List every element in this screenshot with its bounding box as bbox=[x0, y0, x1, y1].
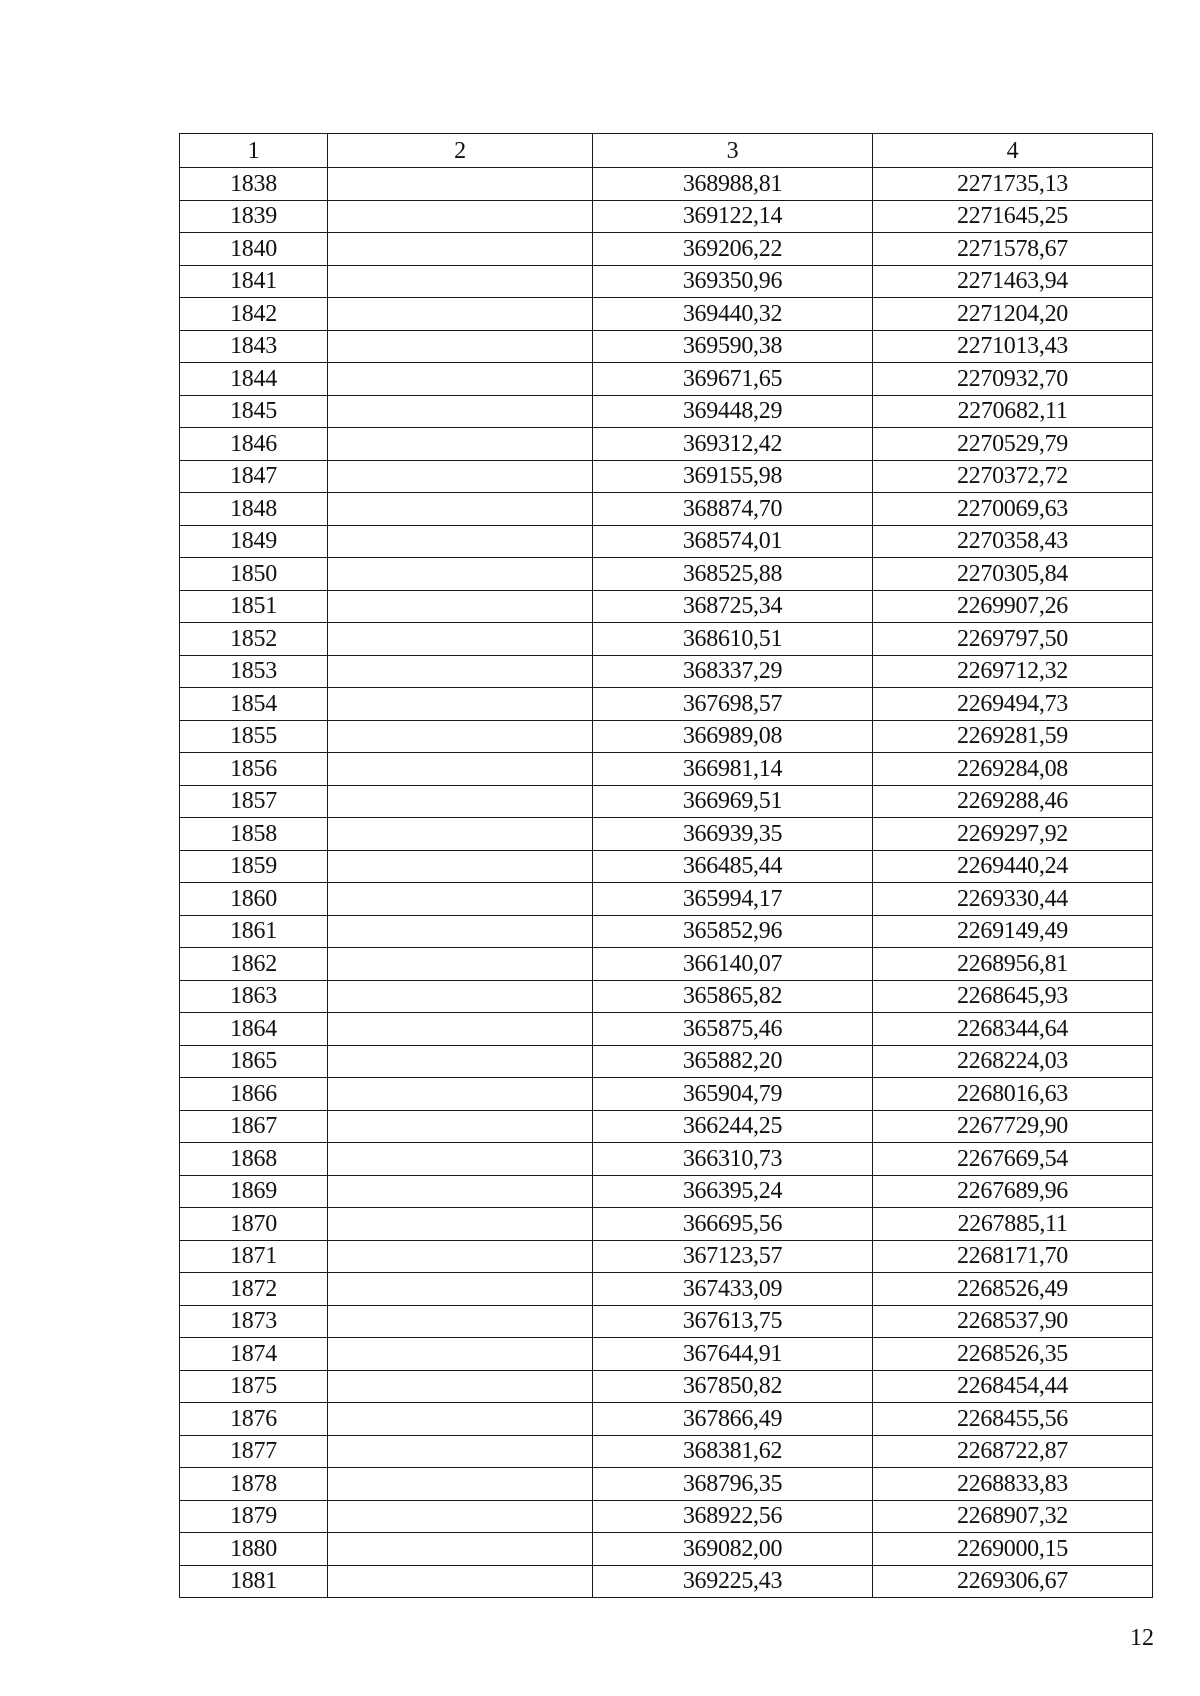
column-2-cell bbox=[328, 1533, 593, 1566]
coordinate-x-cell: 365904,79 bbox=[593, 1078, 873, 1111]
column-2-cell bbox=[328, 1468, 593, 1501]
point-number-cell: 1842 bbox=[180, 298, 328, 331]
point-number-cell: 1868 bbox=[180, 1143, 328, 1176]
coordinate-x-cell: 369155,98 bbox=[593, 460, 873, 493]
coordinate-x-cell: 369448,29 bbox=[593, 395, 873, 428]
table-row bbox=[180, 298, 1153, 331]
column-header-3: 3 bbox=[593, 134, 873, 168]
table-row bbox=[180, 200, 1153, 233]
column-2-cell bbox=[328, 785, 593, 818]
point-number-cell: 1878 bbox=[180, 1468, 328, 1501]
column-2-cell bbox=[328, 265, 593, 298]
coordinate-y-cell: 2269797,50 bbox=[873, 623, 1153, 656]
column-2-cell bbox=[328, 1435, 593, 1468]
coordinate-x-cell: 369225,43 bbox=[593, 1565, 873, 1598]
coordinate-y-cell: 2270372,72 bbox=[873, 460, 1153, 493]
coordinate-y-cell: 2271578,67 bbox=[873, 233, 1153, 266]
column-2-cell bbox=[328, 1078, 593, 1111]
point-number-cell: 1881 bbox=[180, 1565, 328, 1598]
column-2-cell bbox=[328, 233, 593, 266]
column-2-cell bbox=[328, 883, 593, 916]
coordinates-table bbox=[179, 133, 1153, 1598]
coordinate-x-cell: 366969,51 bbox=[593, 785, 873, 818]
coordinate-y-cell: 2270932,70 bbox=[873, 363, 1153, 396]
column-2-cell bbox=[328, 363, 593, 396]
coordinate-y-cell: 2268455,56 bbox=[873, 1403, 1153, 1436]
coordinate-y-cell: 2269440,24 bbox=[873, 850, 1153, 883]
point-number-cell: 1855 bbox=[180, 720, 328, 753]
coordinate-y-cell: 2268344,64 bbox=[873, 1013, 1153, 1046]
coordinate-x-cell: 367850,82 bbox=[593, 1370, 873, 1403]
column-2-cell bbox=[328, 330, 593, 363]
column-2-cell bbox=[328, 525, 593, 558]
column-2-cell bbox=[328, 298, 593, 331]
coordinate-y-cell: 2269330,44 bbox=[873, 883, 1153, 916]
coordinate-x-cell: 366310,73 bbox=[593, 1143, 873, 1176]
point-number-cell: 1844 bbox=[180, 363, 328, 396]
coordinate-y-cell: 2270529,79 bbox=[873, 428, 1153, 461]
table-row bbox=[180, 818, 1153, 851]
column-2-cell bbox=[328, 200, 593, 233]
point-number-cell: 1850 bbox=[180, 558, 328, 591]
point-number-cell: 1873 bbox=[180, 1305, 328, 1338]
coordinate-y-cell: 2270358,43 bbox=[873, 525, 1153, 558]
column-2-cell bbox=[328, 1500, 593, 1533]
point-number-cell: 1838 bbox=[180, 168, 328, 201]
table-row bbox=[180, 1208, 1153, 1241]
table-row bbox=[180, 655, 1153, 688]
coordinate-y-cell: 2271645,25 bbox=[873, 200, 1153, 233]
table-row bbox=[180, 330, 1153, 363]
table-row bbox=[180, 493, 1153, 526]
column-header-2: 2 bbox=[328, 134, 593, 168]
coordinate-x-cell: 365882,20 bbox=[593, 1045, 873, 1078]
coordinate-y-cell: 2270305,84 bbox=[873, 558, 1153, 591]
table-body bbox=[180, 168, 1153, 1598]
column-header-4: 4 bbox=[873, 134, 1153, 168]
column-2-cell bbox=[328, 655, 593, 688]
table-row bbox=[180, 1110, 1153, 1143]
coordinate-x-cell: 368525,88 bbox=[593, 558, 873, 591]
coordinate-y-cell: 2269907,26 bbox=[873, 590, 1153, 623]
coordinate-x-cell: 368610,51 bbox=[593, 623, 873, 656]
table-row bbox=[180, 1240, 1153, 1273]
coordinate-y-cell: 2268224,03 bbox=[873, 1045, 1153, 1078]
coordinate-x-cell: 369590,38 bbox=[593, 330, 873, 363]
column-2-cell bbox=[328, 493, 593, 526]
point-number-cell: 1847 bbox=[180, 460, 328, 493]
point-number-cell: 1880 bbox=[180, 1533, 328, 1566]
column-2-cell bbox=[328, 948, 593, 981]
column-2-cell bbox=[328, 1240, 593, 1273]
point-number-cell: 1879 bbox=[180, 1500, 328, 1533]
table-row bbox=[180, 1403, 1153, 1436]
coordinate-x-cell: 367866,49 bbox=[593, 1403, 873, 1436]
point-number-cell: 1874 bbox=[180, 1338, 328, 1371]
point-number-cell: 1872 bbox=[180, 1273, 328, 1306]
table-row bbox=[180, 688, 1153, 721]
table-row bbox=[180, 1565, 1153, 1598]
coordinate-y-cell: 2269297,92 bbox=[873, 818, 1153, 851]
column-2-cell bbox=[328, 1175, 593, 1208]
point-number-cell: 1860 bbox=[180, 883, 328, 916]
coordinate-y-cell: 2268722,87 bbox=[873, 1435, 1153, 1468]
table-row bbox=[180, 1500, 1153, 1533]
coordinate-y-cell: 2268537,90 bbox=[873, 1305, 1153, 1338]
coordinate-y-cell: 2268526,49 bbox=[873, 1273, 1153, 1306]
coordinate-x-cell: 369350,96 bbox=[593, 265, 873, 298]
coordinate-x-cell: 367433,09 bbox=[593, 1273, 873, 1306]
coordinate-x-cell: 366140,07 bbox=[593, 948, 873, 981]
coordinate-y-cell: 2268526,35 bbox=[873, 1338, 1153, 1371]
table-row bbox=[180, 233, 1153, 266]
point-number-cell: 1854 bbox=[180, 688, 328, 721]
point-number-cell: 1849 bbox=[180, 525, 328, 558]
table-row bbox=[180, 785, 1153, 818]
table-row bbox=[180, 558, 1153, 591]
coordinate-y-cell: 2269284,08 bbox=[873, 753, 1153, 786]
coordinate-x-cell: 365865,82 bbox=[593, 980, 873, 1013]
table-row bbox=[180, 720, 1153, 753]
column-2-cell bbox=[328, 720, 593, 753]
column-2-cell bbox=[328, 1338, 593, 1371]
table-row bbox=[180, 753, 1153, 786]
coordinate-y-cell: 2269149,49 bbox=[873, 915, 1153, 948]
table-row bbox=[180, 395, 1153, 428]
point-number-cell: 1852 bbox=[180, 623, 328, 656]
column-2-cell bbox=[328, 1305, 593, 1338]
coordinate-x-cell: 365994,17 bbox=[593, 883, 873, 916]
coordinate-x-cell: 366485,44 bbox=[593, 850, 873, 883]
point-number-cell: 1867 bbox=[180, 1110, 328, 1143]
coordinate-y-cell: 2267669,54 bbox=[873, 1143, 1153, 1176]
coordinate-x-cell: 368574,01 bbox=[593, 525, 873, 558]
table-row bbox=[180, 1013, 1153, 1046]
point-number-cell: 1864 bbox=[180, 1013, 328, 1046]
point-number-cell: 1848 bbox=[180, 493, 328, 526]
coordinate-x-cell: 369206,22 bbox=[593, 233, 873, 266]
point-number-cell: 1877 bbox=[180, 1435, 328, 1468]
point-number-cell: 1853 bbox=[180, 655, 328, 688]
point-number-cell: 1869 bbox=[180, 1175, 328, 1208]
coordinate-x-cell: 366395,24 bbox=[593, 1175, 873, 1208]
table-row bbox=[180, 1078, 1153, 1111]
table-row bbox=[180, 460, 1153, 493]
point-number-cell: 1875 bbox=[180, 1370, 328, 1403]
coordinate-x-cell: 368922,56 bbox=[593, 1500, 873, 1533]
table-header-row bbox=[180, 134, 1153, 168]
column-2-cell bbox=[328, 395, 593, 428]
coordinate-y-cell: 2269288,46 bbox=[873, 785, 1153, 818]
coordinate-y-cell: 2268016,63 bbox=[873, 1078, 1153, 1111]
table-row bbox=[180, 1370, 1153, 1403]
coordinate-y-cell: 2267885,11 bbox=[873, 1208, 1153, 1241]
point-number-cell: 1866 bbox=[180, 1078, 328, 1111]
coordinate-y-cell: 2269712,32 bbox=[873, 655, 1153, 688]
point-number-cell: 1843 bbox=[180, 330, 328, 363]
point-number-cell: 1845 bbox=[180, 395, 328, 428]
coordinate-x-cell: 369122,14 bbox=[593, 200, 873, 233]
coordinate-x-cell: 369082,00 bbox=[593, 1533, 873, 1566]
column-2-cell bbox=[328, 1565, 593, 1598]
coordinate-y-cell: 2269281,59 bbox=[873, 720, 1153, 753]
coordinate-y-cell: 2268833,83 bbox=[873, 1468, 1153, 1501]
coordinate-y-cell: 2271735,13 bbox=[873, 168, 1153, 201]
point-number-cell: 1876 bbox=[180, 1403, 328, 1436]
point-number-cell: 1840 bbox=[180, 233, 328, 266]
column-2-cell bbox=[328, 1110, 593, 1143]
coordinate-x-cell: 366989,08 bbox=[593, 720, 873, 753]
coordinate-x-cell: 367698,57 bbox=[593, 688, 873, 721]
table-row bbox=[180, 1338, 1153, 1371]
coordinate-y-cell: 2268956,81 bbox=[873, 948, 1153, 981]
coordinate-x-cell: 366695,56 bbox=[593, 1208, 873, 1241]
coordinate-x-cell: 368381,62 bbox=[593, 1435, 873, 1468]
point-number-cell: 1863 bbox=[180, 980, 328, 1013]
table-row bbox=[180, 1143, 1153, 1176]
coordinate-x-cell: 367123,57 bbox=[593, 1240, 873, 1273]
column-2-cell bbox=[328, 623, 593, 656]
point-number-cell: 1865 bbox=[180, 1045, 328, 1078]
column-2-cell bbox=[328, 1208, 593, 1241]
coordinate-y-cell: 2270069,63 bbox=[873, 493, 1153, 526]
coordinate-x-cell: 366244,25 bbox=[593, 1110, 873, 1143]
column-2-cell bbox=[328, 590, 593, 623]
coordinate-y-cell: 2267729,90 bbox=[873, 1110, 1153, 1143]
column-2-cell bbox=[328, 980, 593, 1013]
coordinate-x-cell: 367644,91 bbox=[593, 1338, 873, 1371]
coordinate-y-cell: 2271463,94 bbox=[873, 265, 1153, 298]
table-row bbox=[180, 168, 1153, 201]
point-number-cell: 1870 bbox=[180, 1208, 328, 1241]
column-2-cell bbox=[328, 168, 593, 201]
column-2-cell bbox=[328, 753, 593, 786]
coordinate-x-cell: 366939,35 bbox=[593, 818, 873, 851]
coordinate-x-cell: 369312,42 bbox=[593, 428, 873, 461]
coordinate-x-cell: 368988,81 bbox=[593, 168, 873, 201]
point-number-cell: 1841 bbox=[180, 265, 328, 298]
coordinate-y-cell: 2271204,20 bbox=[873, 298, 1153, 331]
table-row bbox=[180, 1045, 1153, 1078]
table-row bbox=[180, 363, 1153, 396]
coordinate-x-cell: 369440,32 bbox=[593, 298, 873, 331]
table-row bbox=[180, 980, 1153, 1013]
coordinate-y-cell: 2269000,15 bbox=[873, 1533, 1153, 1566]
coordinate-y-cell: 2268645,93 bbox=[873, 980, 1153, 1013]
column-2-cell bbox=[328, 428, 593, 461]
column-2-cell bbox=[328, 688, 593, 721]
coordinate-x-cell: 368337,29 bbox=[593, 655, 873, 688]
point-number-cell: 1861 bbox=[180, 915, 328, 948]
point-number-cell: 1862 bbox=[180, 948, 328, 981]
column-2-cell bbox=[328, 1273, 593, 1306]
column-2-cell bbox=[328, 850, 593, 883]
table-row bbox=[180, 590, 1153, 623]
coordinate-y-cell: 2269306,67 bbox=[873, 1565, 1153, 1598]
table-row bbox=[180, 525, 1153, 558]
point-number-cell: 1851 bbox=[180, 590, 328, 623]
column-2-cell bbox=[328, 818, 593, 851]
table-row bbox=[180, 1273, 1153, 1306]
table-row bbox=[180, 1175, 1153, 1208]
table-row bbox=[180, 265, 1153, 298]
table-row bbox=[180, 883, 1153, 916]
point-number-cell: 1859 bbox=[180, 850, 328, 883]
coordinate-x-cell: 368796,35 bbox=[593, 1468, 873, 1501]
point-number-cell: 1858 bbox=[180, 818, 328, 851]
table-row bbox=[180, 1435, 1153, 1468]
table-row bbox=[180, 948, 1153, 981]
page-number: 12 bbox=[1130, 1625, 1154, 1651]
table-row bbox=[180, 1533, 1153, 1566]
point-number-cell: 1856 bbox=[180, 753, 328, 786]
table-row bbox=[180, 623, 1153, 656]
coordinate-x-cell: 368725,34 bbox=[593, 590, 873, 623]
point-number-cell: 1839 bbox=[180, 200, 328, 233]
point-number-cell: 1871 bbox=[180, 1240, 328, 1273]
table-row bbox=[180, 428, 1153, 461]
coordinate-y-cell: 2268907,32 bbox=[873, 1500, 1153, 1533]
coordinate-x-cell: 367613,75 bbox=[593, 1305, 873, 1338]
coordinate-x-cell: 369671,65 bbox=[593, 363, 873, 396]
coordinate-y-cell: 2269494,73 bbox=[873, 688, 1153, 721]
table-row bbox=[180, 1468, 1153, 1501]
coordinate-y-cell: 2267689,96 bbox=[873, 1175, 1153, 1208]
column-2-cell bbox=[328, 1045, 593, 1078]
column-2-cell bbox=[328, 915, 593, 948]
coordinate-x-cell: 365852,96 bbox=[593, 915, 873, 948]
point-number-cell: 1857 bbox=[180, 785, 328, 818]
column-2-cell bbox=[328, 460, 593, 493]
column-2-cell bbox=[328, 1403, 593, 1436]
coordinate-y-cell: 2270682,11 bbox=[873, 395, 1153, 428]
table-row bbox=[180, 1305, 1153, 1338]
coordinate-y-cell: 2268454,44 bbox=[873, 1370, 1153, 1403]
table-row bbox=[180, 850, 1153, 883]
point-number-cell: 1846 bbox=[180, 428, 328, 461]
column-2-cell bbox=[328, 1370, 593, 1403]
column-header-1: 1 bbox=[180, 134, 328, 168]
coordinate-y-cell: 2268171,70 bbox=[873, 1240, 1153, 1273]
column-2-cell bbox=[328, 558, 593, 591]
table-row bbox=[180, 915, 1153, 948]
column-2-cell bbox=[328, 1013, 593, 1046]
column-2-cell bbox=[328, 1143, 593, 1176]
coordinate-x-cell: 368874,70 bbox=[593, 493, 873, 526]
coordinate-x-cell: 366981,14 bbox=[593, 753, 873, 786]
coordinate-y-cell: 2271013,43 bbox=[873, 330, 1153, 363]
coordinate-x-cell: 365875,46 bbox=[593, 1013, 873, 1046]
